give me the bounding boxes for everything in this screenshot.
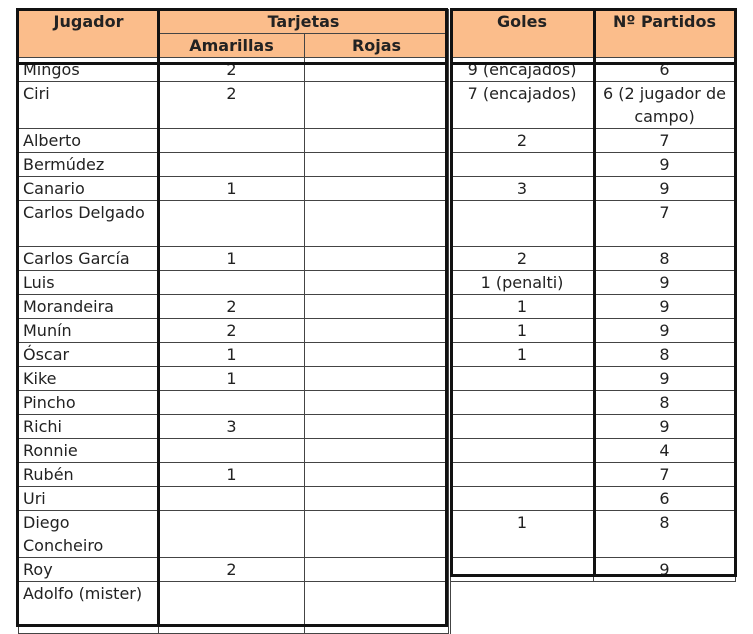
cell-amarillas [159,201,305,247]
cell-rojas [305,487,449,511]
cell-jugador: Luis [19,271,159,295]
cell-rojas [305,177,449,201]
cell-goles: 2 [451,247,594,271]
cell-rojas [305,319,449,343]
cell-amarillas: 2 [159,319,305,343]
cell-partidos: 6 [594,58,736,82]
cell-partidos: 9 [594,295,736,319]
cell-rojas [305,129,449,153]
table-row [19,271,736,295]
table-row [19,582,736,634]
cell-amarillas [159,582,305,634]
cell-jugador: Ciri [19,82,159,129]
cell-rojas [305,201,449,247]
cell-rojas [305,153,449,177]
cell-goles: 9 (encajados) [451,58,594,82]
cell-rojas [305,58,449,82]
cell-amarillas: 2 [159,558,305,582]
cell-jugador: Óscar [19,343,159,367]
cell-partidos: 8 [594,511,736,558]
cell-amarillas: 1 [159,367,305,391]
table-row [19,82,736,129]
table-row [19,319,736,343]
cell-rojas [305,343,449,367]
cell-jugador: Rubén [19,463,159,487]
cell-partidos: 8 [594,391,736,415]
cell-partidos: 9 [594,153,736,177]
cell-amarillas [159,511,305,558]
table-row [19,153,736,177]
cell-partidos: 6 (2 jugador de campo) [594,82,736,129]
cell-goles: 1 [451,319,594,343]
cell-partidos: 8 [594,247,736,271]
player-stats-table [18,9,736,634]
cell-jugador: Carlos Delgado [19,201,159,247]
cell-jugador: Carlos García [19,247,159,271]
cell-goles: 1 [451,511,594,558]
cell-goles: 1 [451,295,594,319]
cell-jugador: Richi [19,415,159,439]
cell-goles: 3 [451,177,594,201]
cell-jugador: Bermúdez [19,153,159,177]
table-row [19,439,736,463]
cell-partidos: 9 [594,177,736,201]
cell-amarillas [159,129,305,153]
cell-goles: 7 (encajados) [451,82,594,129]
cell-rojas [305,367,449,391]
cell-goles [451,415,594,439]
cell-goles: 1 (penalti) [451,271,594,295]
cell-amarillas: 1 [159,343,305,367]
header-tarjetas: Tarjetas [159,10,449,34]
cell-rojas [305,415,449,439]
cell-partidos: 9 [594,319,736,343]
cell-rojas [305,391,449,415]
cell-jugador: Morandeira [19,295,159,319]
table-row [19,343,736,367]
cell-rojas [305,82,449,129]
cell-rojas [305,558,449,582]
cell-jugador: Alberto [19,129,159,153]
cell-amarillas: 2 [159,295,305,319]
cell-rojas [305,271,449,295]
cell-goles [451,463,594,487]
cell-amarillas: 1 [159,177,305,201]
left-column-divider [157,8,160,627]
right-column-divider [593,8,596,577]
cell-goles [451,153,594,177]
cell-partidos: 9 [594,271,736,295]
cell-rojas [305,439,449,463]
header-jugador: Jugador [19,10,159,58]
cell-goles [451,487,594,511]
table-row [19,487,736,511]
cell-goles [451,367,594,391]
table-row [19,558,736,582]
cell-rojas [305,463,449,487]
cell-partidos: 7 [594,463,736,487]
cell-goles [451,439,594,463]
cell-amarillas: 2 [159,58,305,82]
cell-partidos: 6 [594,487,736,511]
cell-partidos: 7 [594,201,736,247]
cell-goles: 1 [451,343,594,367]
cell-goles [451,391,594,415]
cell-amarillas: 3 [159,415,305,439]
cell-partidos: 7 [594,129,736,153]
cell-amarillas: 1 [159,247,305,271]
cell-rojas [305,247,449,271]
cell-jugador: Diego Concheiro [19,511,159,558]
table-row [19,58,736,82]
cell-amarillas [159,487,305,511]
cell-jugador: Kike [19,367,159,391]
cell-partidos: 8 [594,343,736,367]
cell-partidos: 4 [594,439,736,463]
cell-amarillas [159,153,305,177]
table-row [19,463,736,487]
cell-jugador: Roy [19,558,159,582]
cell-jugador: Ronnie [19,439,159,463]
header-partidos: Nº Partidos [594,10,736,58]
table-row [19,177,736,201]
cell-partidos: 9 [594,558,736,582]
table-row [19,511,736,558]
cell-jugador: Mingos [19,58,159,82]
cell-jugador: Uri [19,487,159,511]
cell-amarillas: 1 [159,463,305,487]
cell-rojas [305,295,449,319]
cell-amarillas [159,391,305,415]
cell-jugador: Adolfo (mister) [19,582,159,634]
cell-partidos: 9 [594,367,736,391]
table-row [19,367,736,391]
empty-area [451,582,736,634]
table-row [19,391,736,415]
cell-amarillas [159,439,305,463]
table-row [19,129,736,153]
cell-amarillas: 2 [159,82,305,129]
cell-amarillas [159,271,305,295]
header-amarillas: Amarillas [159,34,305,58]
header-goles: Goles [451,10,594,58]
table-row [19,295,736,319]
cell-rojas [305,582,449,634]
cell-partidos: 9 [594,415,736,439]
header-rojas: Rojas [305,34,449,58]
cell-goles [451,558,594,582]
cell-jugador: Canario [19,177,159,201]
cell-jugador: Pincho [19,391,159,415]
table-body [19,58,736,634]
table-row [19,247,736,271]
table-row [19,415,736,439]
cell-goles: 2 [451,129,594,153]
cell-jugador: Munín [19,319,159,343]
table-row [19,201,736,247]
cell-goles [451,201,594,247]
cell-rojas [305,511,449,558]
